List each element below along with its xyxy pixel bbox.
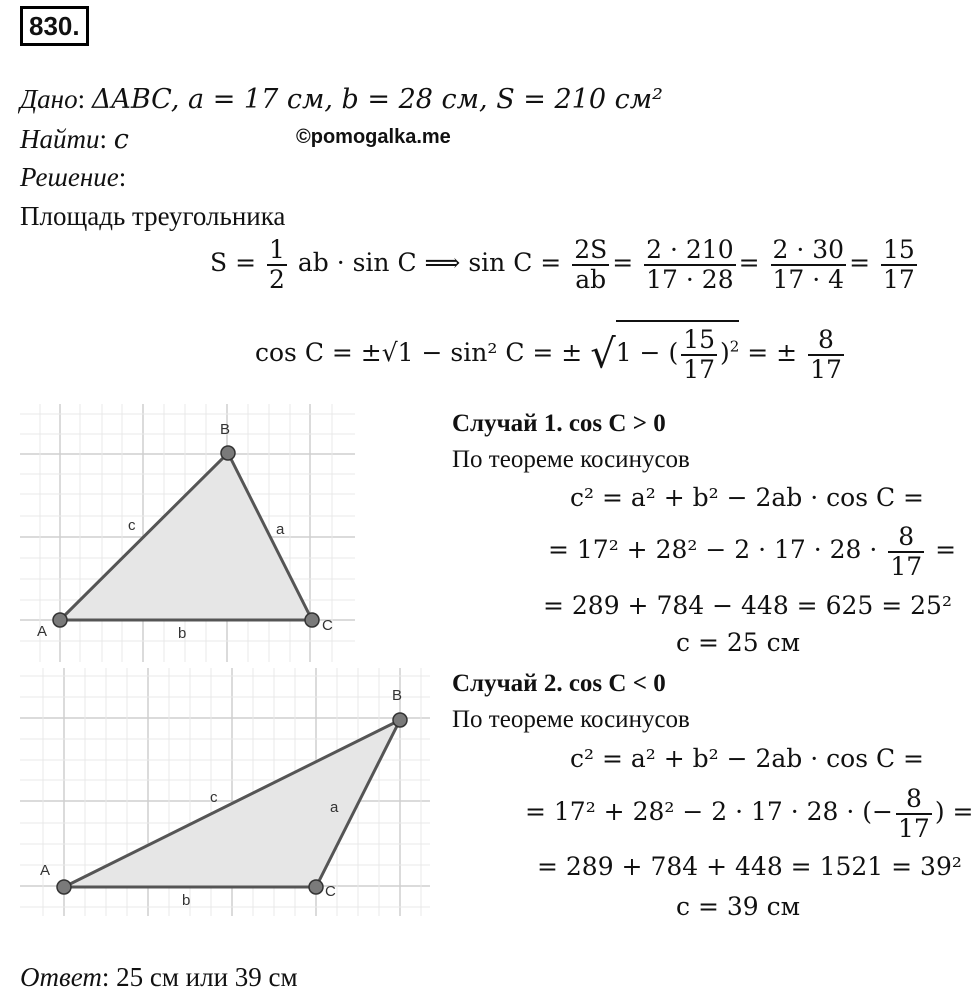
answer-line xyxy=(20,962,298,993)
vertex-b xyxy=(393,713,407,727)
solution-line: Решение: xyxy=(20,162,127,192)
find-expression: c xyxy=(113,124,129,155)
case1-result: c = 25 см xyxy=(676,628,801,657)
case1-theorem: По теореме косинусов xyxy=(452,446,690,473)
case1-fraction: $\frac{8}{17}$ xyxy=(890,522,923,581)
fraction-2-210: $\frac{2 \cdot 210}{17 \cdot 28}$ xyxy=(646,235,734,294)
fraction-half: $\frac{1}{2}$ xyxy=(268,235,285,294)
case2-eq2: = 17² + 28² − 2 · 17 · 28 · (− $\frac{8}{17}$ ) = xyxy=(525,784,973,843)
formula1-mid: ab · sin C ⟹ sin C = xyxy=(297,248,562,277)
sqrt-body: 1 − ( $\frac{15}{17}$ )$^2$ xyxy=(616,320,740,383)
vertex-c xyxy=(305,613,319,627)
label-b: B xyxy=(220,421,231,438)
case2-eq1: c² = a² + b² − 2ab · cos C = xyxy=(570,744,925,773)
vertex-c xyxy=(309,880,323,894)
side-label-a: a xyxy=(276,521,285,538)
label-c: C xyxy=(322,617,333,634)
formula2-lhs: cos C = ±√1 − sin² C = ± xyxy=(255,338,583,367)
given-line: Дано: ΔABC, a = 17 см, b = 28 см, S = 210 см² xyxy=(20,84,663,115)
given-label: Дано xyxy=(20,84,78,114)
formula1-lhs: S = xyxy=(210,248,257,277)
case2-eq3: = 289 + 784 + 448 = 1521 = 39² xyxy=(537,852,962,881)
side-label-a: a xyxy=(330,799,339,816)
area-heading: Площадь треугольника xyxy=(20,201,286,231)
fraction-inner: $\frac{15}{17}$ xyxy=(683,325,716,384)
case1-title: Случай 1. cos C > 0 xyxy=(452,410,666,437)
label-a: A xyxy=(40,862,51,879)
triangle-diagram-acute xyxy=(20,404,360,664)
case2-theorem: По теореме косинусов xyxy=(452,706,690,733)
solution-label: Решение xyxy=(20,162,119,192)
case1-eq3: = 289 + 784 − 448 = 625 = 25² xyxy=(543,591,952,620)
case2-result: c = 39 см xyxy=(676,892,801,921)
case1-eq2: = 17² + 28² − 2 · 17 · 28 · $\frac{8}{17}$ = xyxy=(548,522,957,581)
fraction-8-17: $\frac{8}{17}$ xyxy=(810,325,842,384)
side-label-b: b xyxy=(182,892,191,909)
vertex-b xyxy=(221,446,235,460)
vertex-a xyxy=(57,880,71,894)
fraction-15-17: $\frac{15}{17}$ xyxy=(882,235,915,294)
answer-text: : 25 см или 39 см xyxy=(101,962,298,992)
label-a: A xyxy=(37,623,48,640)
watermark: ©pomogalka.me xyxy=(296,126,451,148)
find-line: Найти: c xyxy=(20,124,129,155)
problem-number: 830. xyxy=(20,6,89,46)
side-label-b: b xyxy=(178,625,187,642)
side-label-c: c xyxy=(128,517,136,534)
answer-label: Ответ xyxy=(20,962,102,992)
vertex-a xyxy=(53,613,67,627)
sqrt-sign: √ xyxy=(590,331,616,378)
side-label-c: c xyxy=(210,789,218,806)
case1-eq1: c² = a² + b² − 2ab · cos C = xyxy=(570,483,925,512)
fraction-2s-ab: $\frac{2S}{ab}$ xyxy=(574,235,608,294)
case2-fraction: $\frac{8}{17}$ xyxy=(898,784,930,843)
case2-title: Случай 2. cos C < 0 xyxy=(452,670,666,697)
formula-sine: S = $\frac{1}{2}$ ab · sin C ⟹ sin C = $\frac{2S}{ab}$ = $\frac{2 \cdot 210}{17 \cdot 28}$ = $\frac{2 \cdot 30}{17 \cdot 4}$ = $\frac{15}{17}$ xyxy=(210,235,915,294)
triangle-diagram-obtuse xyxy=(20,668,432,918)
find-label: Найти xyxy=(20,124,100,154)
fraction-2-30: $\frac{2 \cdot 30}{17 \cdot 4}$ xyxy=(772,235,845,294)
label-b: B xyxy=(392,687,403,704)
given-expression: ΔABC, a = 17 см, b = 28 см, S = 210 см² xyxy=(91,84,663,115)
label-c: C xyxy=(325,883,336,900)
formula-cosine: cos C = ±√1 − sin² C = ± √1 − ( $\frac{15}{17}$ )$^2$ = ± $\frac{8}{17}$ xyxy=(255,320,847,383)
